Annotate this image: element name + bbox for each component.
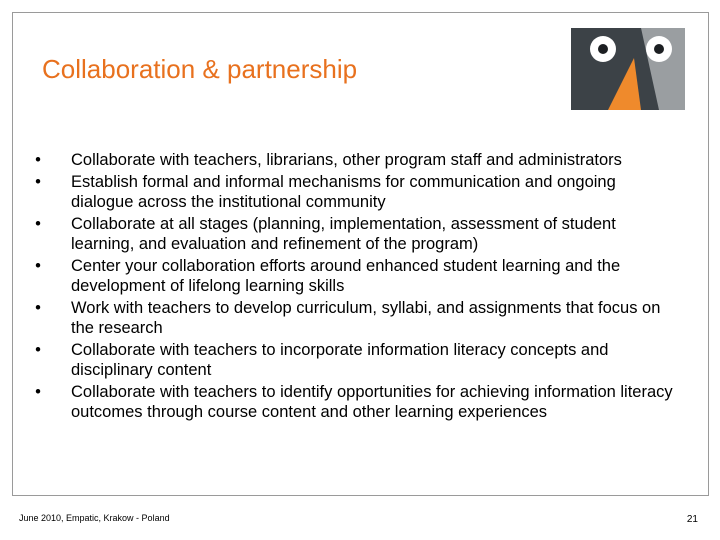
page-number: 21	[686, 514, 698, 525]
slide-title: Collaboration & partnership	[42, 54, 358, 84]
bullet-dot: •	[35, 172, 41, 191]
owl-logo-icon	[571, 28, 685, 110]
bullet-item	[28, 340, 678, 381]
bullet-item	[28, 172, 678, 213]
footer-text: June 2010, Empatic, Krakow - Poland	[19, 513, 170, 523]
bullet-text: Collaborate with teachers to incorporate information literacy concepts and disciplinary content	[71, 340, 609, 379]
bullet-dot: •	[35, 298, 41, 317]
bullet-list	[28, 150, 678, 424]
bullet-text: Establish formal and informal mechanisms for communication and ongoing dialogue across the institutional community	[71, 172, 616, 211]
bullet-dot: •	[35, 382, 41, 401]
bullet-text: Collaborate at all stages (planning, implementation, assessment of student learning, and evaluation and refinement of the program)	[71, 214, 616, 253]
bullet-item	[28, 150, 678, 171]
bullet-text: Collaborate with teachers to identify opportunities for achieving information literacy outcomes through course content and other learning experiences	[71, 382, 673, 421]
bullet-text: Center your collaboration efforts around enhanced student learning and the development of lifelong learning skills	[71, 256, 621, 295]
bullet-dot: •	[35, 151, 41, 169]
bullet-dot: •	[35, 256, 41, 275]
bullet-dot: •	[35, 214, 41, 233]
bullet-item	[28, 298, 678, 339]
bullet-item	[28, 256, 678, 297]
logo-right-pupil	[654, 44, 664, 54]
logo-left-pupil	[598, 44, 608, 54]
bullet-item	[28, 214, 678, 255]
bullet-item	[28, 382, 678, 423]
bullet-dot: •	[35, 340, 41, 359]
bullet-text: Collaborate with teachers, librarians, other program staff and administrators	[71, 151, 622, 169]
bullet-text: Work with teachers to develop curriculum, syllabi, and assignments that focus on the research	[71, 298, 661, 337]
